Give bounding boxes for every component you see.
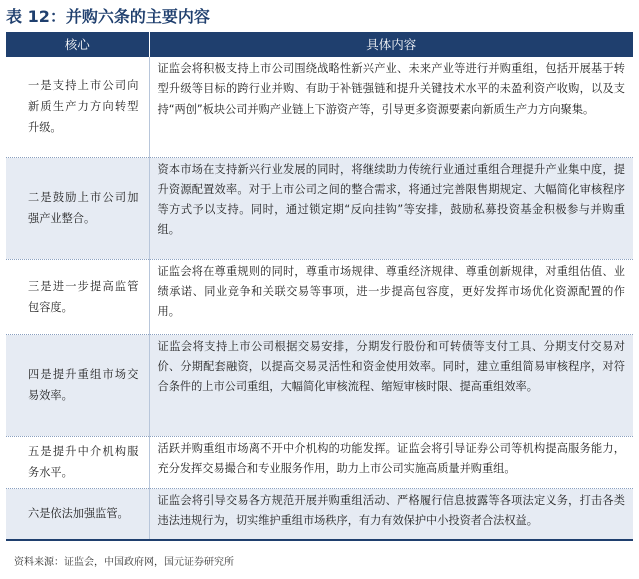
table-row <box>6 334 633 436</box>
row-core: 五是提升中介机构服务水平。 <box>6 436 149 488</box>
row-core: 三是进一步提高监管包容度。 <box>6 259 149 334</box>
header-core: 核心 <box>6 32 149 57</box>
table-row <box>6 488 633 540</box>
row-core: 一是支持上市公司向新质生产力方向转型升级。 <box>6 57 149 157</box>
table-row <box>6 157 633 259</box>
row-content: 证监会将引导交易各方规范开展并购重组活动、严格履行信息披露等各项法定义务，打击各类违法违规行为，切实维护重组市场秩序，有力有效保护中小投资者合法权益。 <box>149 488 633 540</box>
source-note: 资料来源：证监会，中国政府网，国元证券研究所 <box>14 557 234 568</box>
row-content: 资本市场在支持新兴行业发展的同时，将继续助力传统行业通过重组合理提升产业集中度，提升资源配置效率。对于上市公司之间的整合需求，将通过完善限售期规定、大幅简化审核程序等方式予以支持。同时，通过锁定期“反向挂钩”等安排，鼓励私募投资基金积极参与并购重组。 <box>149 157 633 259</box>
table-title: 表 12：并购六条的主要内容 <box>6 7 210 26</box>
row-core: 六是依法加强监管。 <box>6 488 149 540</box>
row-content: 证监会将在尊重规则的同时，尊重市场规律、尊重经济规律、尊重创新规律，对重组估值、业绩承诺、同业竞争和关联交易等事项，进一步提高包容度，更好发挥市场优化资源配置的作用。 <box>149 259 633 334</box>
row-content: 证监会将积极支持上市公司围绕战略性新兴产业、未来产业等进行并购重组，包括开展基于转型升级等目标的跨行业并购、有助于补链强链和提升关键技术水平的未盈利资产收购，以及支持“两创”板块公司并购产业链上下游资产等，引导更多资源要素向新质生产力方向聚集。 <box>149 57 633 157</box>
table-row <box>6 259 633 334</box>
policy-table <box>6 32 633 541</box>
table-row <box>6 57 633 157</box>
row-content: 活跃并购重组市场离不开中介机构的功能发挥。证监会将引导证券公司等机构提高服务能力，充分发挥交易撮合和专业服务作用，助力上市公司实施高质量并购重组。 <box>149 436 633 488</box>
table-row <box>6 436 633 488</box>
row-core: 二是鼓励上市公司加强产业整合。 <box>6 157 149 259</box>
row-content: 证监会将支持上市公司根据交易安排，分期发行股份和可转债等支付工具、分期支付交易对价、分期配套融资，以提高交易灵活性和资金使用效率。同时，建立重组简易审核程序，对符合条件的上市公司重组，大幅简化审核流程、缩短审核时限、提高重组效率。 <box>149 334 633 436</box>
row-core: 四是提升重组市场交易效率。 <box>6 334 149 436</box>
header-content: 具体内容 <box>149 32 633 57</box>
table-header-row <box>6 32 633 57</box>
